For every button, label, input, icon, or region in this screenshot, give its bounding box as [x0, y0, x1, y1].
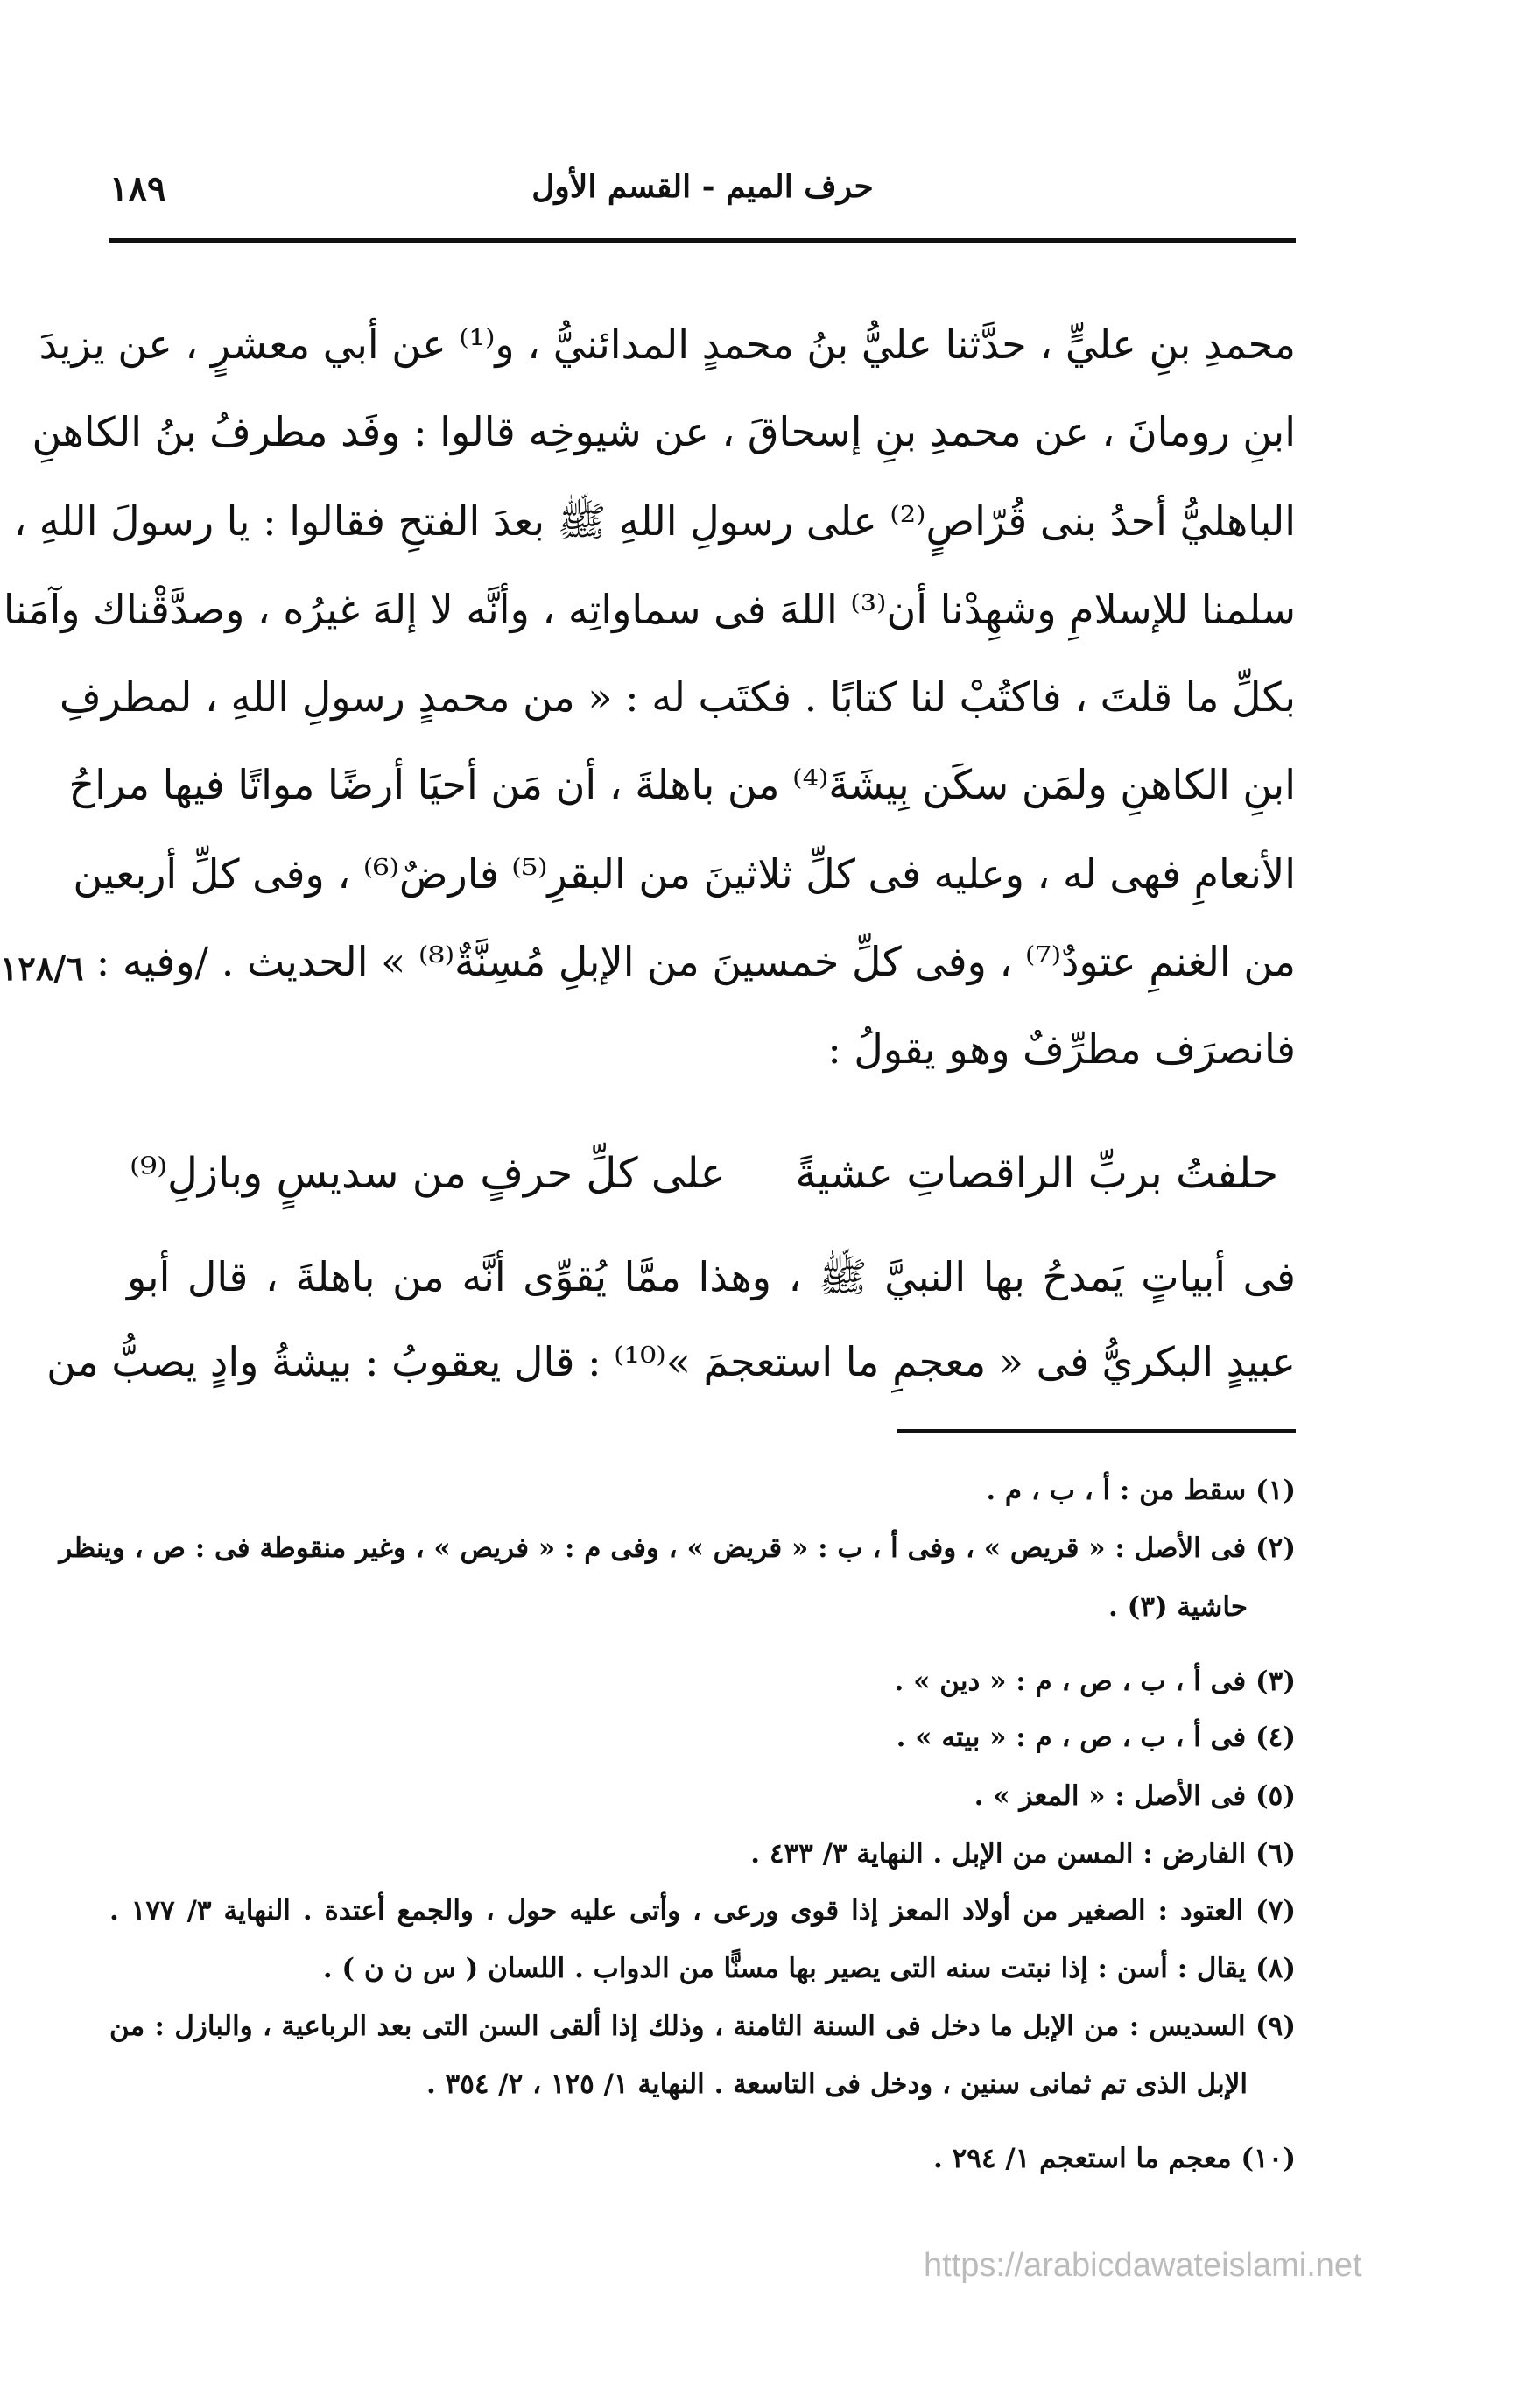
- text-line: من الغنمِ عتودٌ⁽⁷⁾ ، وفى كلِّ خمسينَ من الإبلِ مُسِنَّةٌ⁽⁸⁾ » الحديث . /وفيه :: [95, 938, 1296, 985]
- text-line: ابنِ الكاهنِ ولمَن سكَن بِيشَةَ⁽⁴⁾ من باهلةَ ، أن مَن أحيَا أرضًا مواتًا فيها مراحُ: [68, 761, 1296, 808]
- poem-hemistich-right: حلفتُ بربِّ الراقصاتِ عشيةً: [795, 1149, 1278, 1198]
- text-line: عبيدٍ البكريُّ فى « معجمِ ما استعجمَ »⁽¹⁰⁾ : قال يعقوبُ : بيشةُ وادٍ يصبُّ من: [46, 1338, 1296, 1385]
- watermark-url: https://arabicdawateislami.net: [924, 2247, 1362, 2284]
- footnote: (١) سقط من : أ ، ب ، م .: [986, 1475, 1296, 1506]
- margin-reference: ١٢٨/٦: [0, 948, 84, 988]
- footnote: (١٠) معجم ما استعجم ١/ ٢٩٤ .: [933, 2143, 1296, 2174]
- text-line: بكلِّ ما قلتَ ، فاكتُبْ لنا كتابًا . فكتَب له : « من محمدٍ رسولِ اللهِ ، لمطرفِ: [60, 673, 1296, 721]
- page-header: [109, 168, 1296, 229]
- footnote: (٨) يقال : أسن : إذا نبتت سنه التى يصير بها مسنًّا من الدواب . اللسان ( س ن ن ) .: [322, 1953, 1296, 1984]
- running-title: حرف الميم - القسم الأول: [531, 168, 874, 205]
- text-line: الباهليُّ أحدُ بنى قُرّاصٍ⁽²⁾ على رسولِ اللهِ ﷺ بعدَ الفتحِ فقالوا : يا رسولَ اللهِ ،: [13, 497, 1296, 545]
- text-line: ابنِ رومانَ ، عن محمدِ بنِ إسحاقَ ، عن شيوخِه قالوا : وفَد مطرفُ بنُ الكاهنِ: [32, 408, 1296, 455]
- footnote: (٤) فى أ ، ب ، ص ، م : « بيته » .: [896, 1722, 1296, 1753]
- footnote-continuation: حاشية (٣) .: [1108, 1591, 1248, 1623]
- text-line: فانصرَف مطرِّفٌ وهو يقولُ :: [827, 1025, 1296, 1073]
- text-line: سلمنا للإسلامِ وشهِدْنا أن⁽³⁾ اللهَ فى سماواتِه ، وأنَّه لا إلهَ غيرُه ، وصدَّقْناك وآمَنا: [3, 586, 1296, 633]
- footnote: (٩) السديس : من الإبل ما دخل فى السنة الثامنة ، وذلك إذا ألقى السن التى بعد الرباعية ، والبازل : من: [109, 2011, 1296, 2042]
- footnote: (٢) فى الأصل : « قريص » ، وفى أ ، ب : « قريض » ، وفى م : « فريص » ، وغير منقوطة فى : ص ، وينظر: [59, 1532, 1296, 1564]
- footnote: (٦) الفارض : المسن من الإبل . النهاية ٣/ ٤٣٣ .: [750, 1838, 1296, 1870]
- footnote-rule: [897, 1429, 1296, 1433]
- footnote: (٥) فى الأصل : « المعز » .: [974, 1780, 1296, 1812]
- header-rule: [109, 238, 1296, 243]
- poem-verse: [130, 1130, 1278, 1217]
- text-line: فى أبياتٍ يَمدحُ بها النبيَّ ﷺ ، وهذا ممَّا يُقوِّى أنَّه من باهلةَ ، قال أبو: [127, 1253, 1296, 1300]
- text-line: محمدِ بنِ عليٍّ ، حدَّثنا عليُّ بنُ محمدٍ المدائنيُّ ، و⁽¹⁾ عن أبي معشرٍ ، عن يزيدَ: [39, 321, 1296, 368]
- footnote: (٧) العتود : الصغير من أولاد المعز إذا قوى ورعى ، وأتى عليه حول ، والجمع أعتدة . النهاية ٣/ ١٧٧ .: [109, 1895, 1296, 1927]
- footnote-continuation: الإبل الذى تم ثمانى سنين ، ودخل فى التاسعة . النهاية ١/ ١٢٥ ، ٢/ ٣٥٤ .: [425, 2068, 1248, 2100]
- page-number: ١٨٩: [109, 168, 166, 209]
- text-line: الأنعامِ فهى له ، وعليه فى كلِّ ثلاثينَ من البقرِ⁽⁵⁾ فارضٌ⁽⁶⁾ ، وفى كلِّ أربعين: [73, 850, 1296, 898]
- footnote: (٣) فى أ ، ب ، ص ، م : « دين » .: [894, 1666, 1296, 1697]
- poem-hemistich-left: على كلِّ حرفٍ من سديسٍ وبازلِ⁽⁹⁾: [130, 1149, 726, 1198]
